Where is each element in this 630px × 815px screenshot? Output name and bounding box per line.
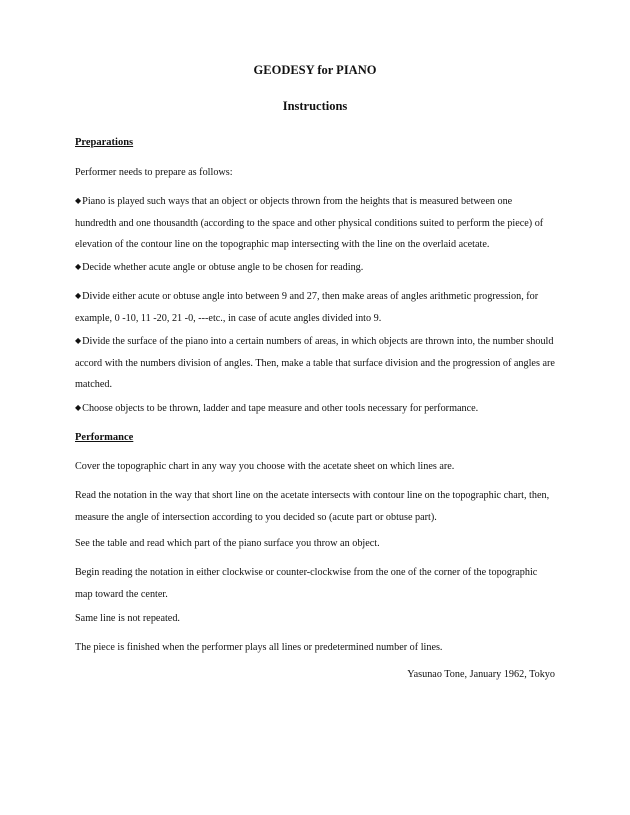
diamond-bullet-icon: ◆ xyxy=(75,336,82,345)
preparations-item-1 xyxy=(75,191,555,256)
document-subtitle: Instructions xyxy=(282,99,348,113)
diamond-bullet-icon: ◆ xyxy=(75,262,82,271)
preparations-heading: Preparations xyxy=(75,137,134,148)
performance-heading: Performance xyxy=(75,432,134,443)
preparations-item-text: Divide either acute or obtuse angle into between 9 and 27, then make areas of angles arithmetic progression, for example, 0 -10, 11 -20, 21 -0, ---etc., in case of acute angles divided into 9. xyxy=(75,291,539,324)
preparations-item-text: Divide the surface of the piano into a certain numbers of areas, in which objects are thrown into, the number should accord with the numbers division of angles. Then, make a table that surface division and the progression of angles are matched. xyxy=(75,336,555,390)
diamond-bullet-icon: ◆ xyxy=(75,196,82,205)
performance-paragraph-6: The piece is finished when the performer plays all lines or predetermined number of lines. xyxy=(75,642,443,653)
preparations-item-text: Choose objects to be thrown, ladder and tape measure and other tools necessary for performance. xyxy=(82,403,479,414)
document-title: GEODESY for PIANO xyxy=(253,63,377,77)
preparations-item-text: Decide whether acute angle or obtuse angle to be chosen for reading. xyxy=(82,262,364,273)
preparations-item-5 xyxy=(75,398,555,420)
performance-paragraph-4: Begin reading the notation in either clockwise or counter-clockwise from the one of the corner of the topographic map toward the center. xyxy=(75,567,538,600)
diamond-bullet-icon: ◆ xyxy=(75,291,82,300)
performance-paragraph-2: Read the notation in the way that short line on the acetate intersects with contour line on the topographic chart, then, measure the angle of intersection according to you decided so (acute part or obtuse part). xyxy=(75,490,550,523)
preparations-item-2 xyxy=(75,257,555,279)
author-signature: Yasunao Tone, January 1962, Tokyo xyxy=(407,669,555,680)
preparations-item-text: Piano is played such ways that an object or objects thrown from the heights that is measured between one hundredth and one thousandth (according to the space and other physical conditions suited to perform the piece) of elevation of the contour line on the topographic map intersecting with the line on the overlaid acetate. xyxy=(75,196,544,250)
performance-paragraph-5: Same line is not repeated. xyxy=(75,613,180,624)
performance-paragraph-3: See the table and read which part of the piano surface you throw an object. xyxy=(75,538,380,549)
preparations-intro: Performer needs to prepare as follows: xyxy=(75,167,233,178)
preparations-item-4 xyxy=(75,331,555,396)
diamond-bullet-icon: ◆ xyxy=(75,403,82,412)
performance-paragraph-1: Cover the topographic chart in any way you choose with the acetate sheet on which lines are. xyxy=(75,461,455,472)
preparations-item-3 xyxy=(75,286,555,329)
